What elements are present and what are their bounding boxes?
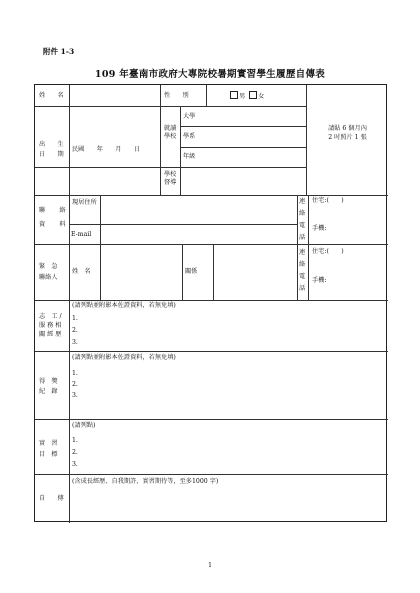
grade-label: 年級	[183, 153, 196, 160]
birth-label-line1: 出 生	[39, 141, 64, 148]
row-divider	[35, 474, 388, 475]
list-item[interactable]: 1.	[72, 315, 78, 322]
col-divider	[213, 244, 214, 300]
col-divider	[308, 195, 309, 300]
col-divider	[160, 85, 161, 195]
col-divider	[100, 195, 101, 244]
awards-label-line1: 得 獎	[39, 378, 58, 385]
list-item[interactable]: 2.	[72, 449, 78, 456]
row-divider	[35, 351, 388, 352]
col-divider	[180, 106, 181, 195]
goals-note: (請列點)	[72, 422, 96, 429]
resume-form-table	[34, 84, 387, 522]
emergency-mobile-phone-field[interactable]: 手機:	[312, 277, 327, 284]
emergency-label-line2: 聯絡人	[39, 274, 58, 281]
row-divider	[35, 106, 306, 107]
gender-options	[230, 91, 264, 101]
male-label: 男	[239, 93, 246, 100]
volunteer-label-line2: 服 務 相	[39, 322, 62, 329]
col-divider	[297, 195, 298, 300]
autobiography-label: 自 傳	[39, 495, 64, 502]
page-number: 1	[208, 562, 212, 569]
birth-label-line2: 日 期	[39, 151, 64, 158]
photo-instruction-line2: 2 吋照片 1 張	[328, 134, 367, 141]
awards-label-line2: 紀 錄	[39, 388, 58, 395]
list-item[interactable]: 3.	[72, 339, 78, 346]
name-label: 姓 名	[39, 92, 64, 99]
mobile-phone-field[interactable]: 手機:	[312, 225, 327, 232]
emergency-name-label: 姓 名	[72, 268, 91, 275]
emergency-phone-label: 連絡電話	[299, 249, 306, 292]
list-item[interactable]: 1.	[72, 370, 78, 377]
female-label: 女	[258, 93, 265, 100]
contact-phone-label: 連絡電話	[299, 198, 306, 241]
row-divider	[35, 419, 388, 420]
email-label: E-mail	[71, 231, 92, 238]
contact-label-line2: 資 料	[39, 221, 70, 228]
list-item[interactable]: 1.	[72, 437, 78, 444]
female-checkbox[interactable]	[249, 91, 257, 99]
attachment-label: 附件 1-3	[43, 47, 75, 56]
row-divider	[180, 147, 306, 148]
awards-note: (請列點並附影本佐證資料，若無免填)	[72, 354, 176, 361]
school-label: 就讀學校	[164, 125, 177, 140]
form-title: 109 年臺南市政府大專院校暑期實習學生履歷自傳表	[94, 69, 326, 80]
col-divider	[182, 244, 183, 300]
row-divider	[35, 167, 306, 168]
col-divider	[69, 85, 70, 523]
address-label: 現居住所	[72, 199, 97, 206]
list-item[interactable]: 2.	[72, 381, 78, 388]
contact-label-line1: 聯 絡	[39, 207, 70, 214]
birth-date-field[interactable]: 民國 年 月 日	[72, 146, 141, 153]
col-divider	[206, 85, 207, 106]
row-divider	[35, 244, 388, 245]
list-item[interactable]: 3.	[72, 461, 78, 468]
emergency-relation-label: 關係	[185, 268, 198, 275]
supervisor-label: 學校督導	[164, 171, 177, 186]
list-item[interactable]: 2.	[72, 327, 78, 334]
goals-label-line2: 目 標	[39, 451, 58, 458]
volunteer-label-line3: 關 經 歷	[39, 331, 62, 338]
list-item[interactable]: 3.	[72, 392, 78, 399]
volunteer-label-line1: 志 工 /	[39, 313, 62, 320]
male-checkbox[interactable]	[230, 91, 238, 99]
row-divider	[180, 126, 306, 127]
autobiography-note: (含成長經歷、自我期許、實習期待等，至多1000 字)	[72, 478, 219, 485]
photo-instruction-line1: 請貼 6 個月內	[328, 125, 367, 132]
gender-label: 性 別	[164, 92, 189, 99]
emergency-home-phone-field[interactable]: 住宅:( )	[312, 248, 344, 255]
volunteer-note: (請列點並附影本佐證資料，若無免填)	[72, 302, 176, 309]
department-label: 學系	[183, 133, 196, 140]
home-phone-field[interactable]: 住宅:( )	[312, 197, 344, 204]
row-divider	[35, 300, 388, 301]
goals-label-line1: 實 習	[39, 440, 58, 447]
emergency-label-line1: 緊 急	[39, 263, 58, 270]
university-label: 大學	[183, 113, 196, 120]
row-divider	[69, 224, 297, 225]
col-divider	[100, 244, 101, 300]
